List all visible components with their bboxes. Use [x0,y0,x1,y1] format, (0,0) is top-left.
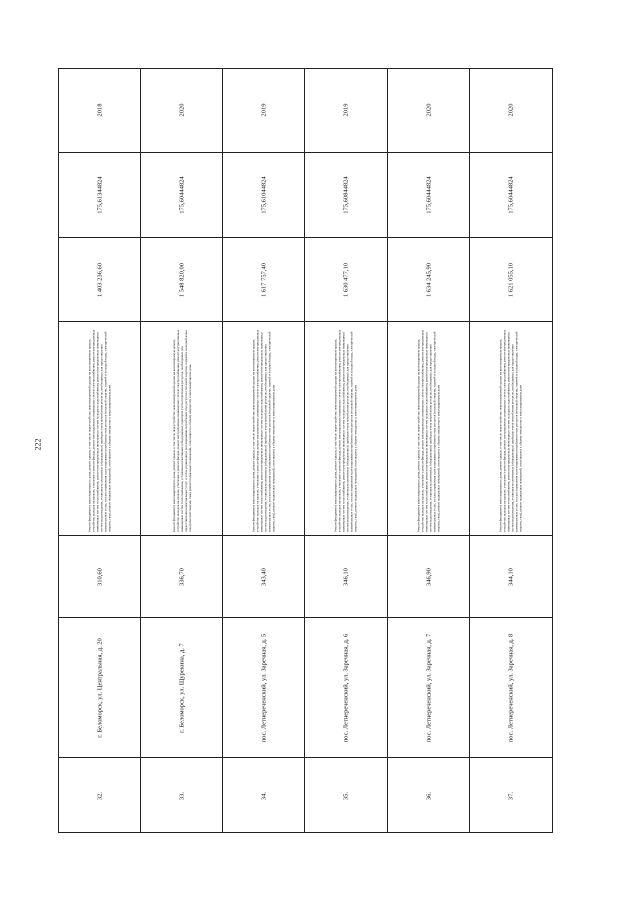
row-number-cell: 33. [178,791,185,800]
page-number: 222 [33,438,43,451]
address-cell: г. Беломорск, ул. Щурекина, д. 7 [178,642,185,733]
works-description-cell: Ремонт фундамента многоквартирного дома, ремонт крыши, в том числе переустройство невентилируемой крыши на вентилируемую крышу, устройство выходов на кровлю, утепление и ремонт фасада, ремонт внутридомовых инженерных систем электроснабжения, ремонт внутридомовых инженерных систем теплоснабжения, ремонт внутридомовых инженерных систем холодного водоснабжения, ремонт внутридомовых инженерных систем водоотведения, установка коллективных (общедомовых) приборов учета потребления ресурсов, необходимых для предоставления коммунальных услуг, и узлов управления и регулирования потребления этих ресурсов (тепловой энергии, горячей и холодной воды, электрической энергии, газа), ремонт подвальных помещений, относящихся к общему имуществу в многоквартирном доме [251,329,276,532]
repair-table [58,68,553,833]
coefficient-cell: 175,60844824 [342,176,350,214]
address-cell: пос. Летнереченский, ул. Заречная, д. 6 [342,633,350,742]
table-row [141,68,223,833]
area-cell: 346,10 [342,567,350,586]
table-row [388,68,470,833]
cost-cell: 1 548 820,00 [178,262,185,297]
year-cell: 2020 [425,103,432,117]
coefficient-cell: 175,60444824 [507,176,515,214]
year-cell: 2019 [260,103,267,117]
works-description-cell: Ремонт фундамента многоквартирного дома, ремонт крыши, в том числе переустройство невентилируемой крыши на вентилируемую крышу, устройство выходов на кровлю, утепление и ремонт фасада, ремонт внутридомовых инженерных систем электроснабжения, ремонт внутридомовых инженерных систем теплоснабжения, ремонт внутридомовых инженерных систем холодного водоснабжения, ремонт внутридомовых инженерных систем водоотведения, установка коллективных (общедомовых) приборов учета потребления ресурсов, необходимых для предоставления коммунальных услуг, и узлов управления и регулирования потребления этих ресурсов (тепловой энергии, горячей и холодной воды, электрической энергии, газа), ремонт подвальных помещений, относящихся к общему имуществу в многоквартирном доме [416,329,441,532]
year-cell: 2019 [342,103,350,117]
coefficient-cell: 175,60444824 [425,176,432,214]
coefficient-cell: 175,61344824 [96,176,103,214]
table-row [305,68,388,833]
works-description-cell: Ремонт фундамента многоквартирного дома, ремонт крыши, в том числе переустройство невентилируемой крыши на вентилируемую крышу, устройство выходов на кровлю, утепление и ремонт фасада, ремонт внутридомовых инженерных систем электроснабжения, ремонт внутридомовых инженерных систем теплоснабжения, ремонт внутридомовых инженерных систем холодного водоснабжения, ремонт внутридомовых инженерных систем водоотведения, установка коллективных (общедомовых) приборов учета потребления ресурсов, необходимых для предоставления коммунальных услуг, и узлов управления и регулирования потребления этих ресурсов (тепловой энергии, горячей и холодной воды, электрической энергии, газа), ремонт подвальных помещений, относящихся к общему имуществу в многоквартирном доме [498,329,524,532]
row-number-cell: 35. [342,791,350,800]
address-cell: пос. Летнереченский, ул. Заречная, д. 8 [507,633,515,742]
year-cell: 2018 [96,103,103,117]
area-cell: 336,70 [178,567,185,586]
area-cell: 344,10 [507,567,515,586]
coefficient-cell: 175,61044824 [260,176,267,214]
address-cell: г. Беломорск, ул. Центральная, д. 20 [96,637,103,738]
works-description-cell: Ремонт фундамента многоквартирного дома, ремонт крыши, в том числе переустройство невентилируемой крыши на вентилируемую крышу, устройство выходов на кровлю, утепление и ремонт фасада, ремонт внутридомовых инженерных систем электроснабжения, ремонт внутридомовых инженерных систем теплоснабжения, установка коллективных (общедомовых) приборов учета потребления ресурсов, необходимых для предоставления коммунальных услуг, и узлов управления и регулирования потребления этих ресурсов (тепловой энергии, горячей и холодной воды, электрической энергии, газа), ремонт подвальных помещений, относящихся к общему имуществу в многоквартирном доме [171,329,192,532]
area-cell: 310,60 [96,567,103,586]
area-cell: 343,40 [260,567,267,586]
row-number-cell: 32. [96,791,103,800]
table-row [470,68,553,833]
table-row [58,68,141,833]
cost-cell: 1 617 757,40 [260,262,267,297]
address-cell: пос. Летнереченский, ул. Заречная, д. 7 [425,633,432,742]
area-cell: 346,90 [425,567,432,586]
works-description-cell: Ремонт фундамента многоквартирного дома, ремонт крыши, в том числе переустройство невентилируемой крыши на вентилируемую крышу, устройство выходов на кровлю, утепление и ремонт фасада, ремонт внутридомовых инженерных систем электроснабжения, ремонт внутридомовых инженерных систем теплоснабжения, ремонт внутридомовых инженерных систем холодного водоснабжения, ремонт внутридомовых инженерных систем водоотведения, установка коллективных (общедомовых) приборов учета потребления ресурсов, необходимых для предоставления коммунальных услуг, и узлов управления и регулирования потребления этих ресурсов (тепловой энергии, горячей и холодной воды, электрической энергии, газа), ремонт подвальных помещений, относящихся к общему имуществу в многоквартирном доме [87,329,112,532]
row-number-cell: 34. [260,791,267,800]
year-cell: 2020 [178,103,185,117]
row-number-cell: 36. [425,791,432,800]
cost-cell: 1 621 055,10 [507,262,515,297]
cost-cell: 1 403 236,60 [96,262,103,297]
year-cell: 2020 [507,103,515,117]
table-row [223,68,305,833]
address-cell: пос. Летнереченский, ул. Заречная, д. 5 [260,633,267,742]
works-description-cell: Ремонт фундамента многоквартирного дома, ремонт крыши, в том числе переустройство невентилируемой крыши на вентилируемую крышу, устройство выходов на кровлю, утепление и ремонт фасада, ремонт внутридомовых инженерных систем электроснабжения, ремонт внутридомовых инженерных систем теплоснабжения, ремонт внутридомовых инженерных систем холодного водоснабжения, ремонт внутридомовых инженерных систем водоотведения, установка коллективных (общедомовых) приборов учета потребления ресурсов, необходимых для предоставления коммунальных услуг, и узлов управления и регулирования потребления этих ресурсов (тепловой энергии, горячей и холодной воды, электрической энергии, газа), ремонт подвальных помещений, относящихся к общему имуществу в многоквартирном доме [333,329,359,532]
row-number-cell: 37. [507,791,515,800]
coefficient-cell: 175,60444824 [178,176,185,214]
cost-cell: 1 630 477,10 [342,262,350,297]
cost-cell: 1 634 245,90 [425,262,432,297]
